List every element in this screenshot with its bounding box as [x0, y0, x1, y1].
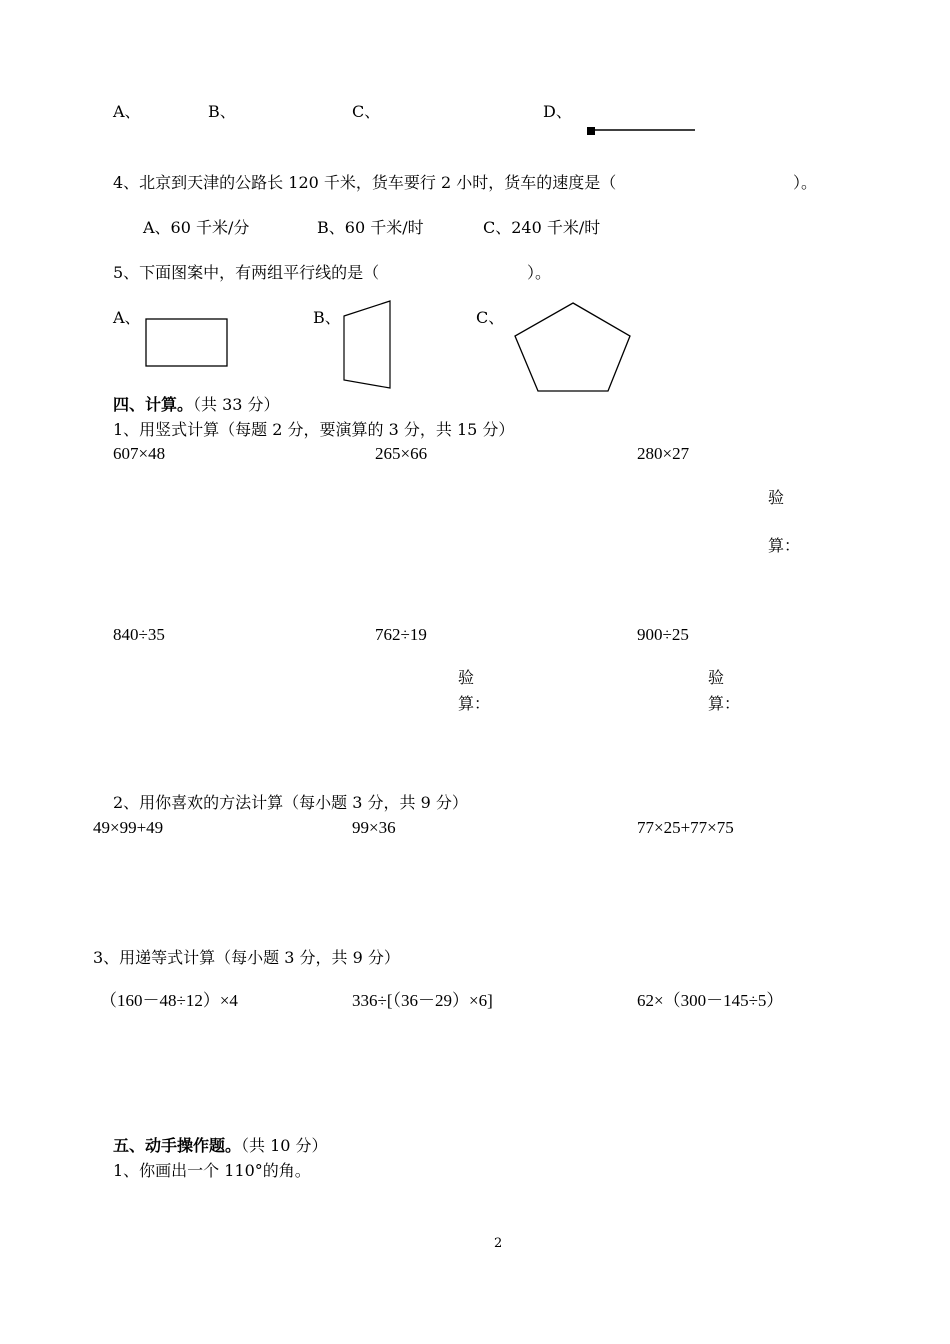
q5-stem: 5、下面图案中，有两组平行线的是（ [113, 263, 380, 282]
q3-option-b: B、 [208, 102, 236, 121]
section5-score: （共 10 分） [241, 1136, 328, 1155]
section4-part1-title: 1、用竖式计算（每题 2 分，要演算的 3 分，共 15 分） [113, 420, 515, 439]
q5-option-a: A、 [113, 308, 141, 327]
q4-option-c: C、240 千米/时 [483, 218, 601, 237]
section4-part3-title: 3、用递等式计算（每小题 3 分，共 9 分） [93, 948, 400, 967]
calc-49x99plus49: 49×99+49 [93, 818, 164, 837]
check-label-2: 验 [458, 668, 475, 687]
check-label-2b: 算： [458, 694, 491, 713]
q5-close: ）。 [527, 263, 552, 282]
check-label-3: 验 [708, 668, 725, 687]
section4-heading [113, 395, 280, 415]
trapezoid-figure [340, 300, 395, 390]
calc-840div35: 840÷35 [113, 625, 165, 644]
calc-expr-1: （160－48÷12）×4 [100, 991, 238, 1010]
section5-q1: 1、你画出一个 110°的角。 [113, 1161, 311, 1180]
section4-score: （共 33 分） [193, 395, 280, 414]
q5-option-b: B、 [313, 308, 341, 327]
calc-99x36: 99×36 [352, 818, 396, 837]
q3-option-c: C、 [352, 102, 381, 121]
pentagon-figure [512, 300, 634, 394]
calc-expr-2: 336÷[（36－29）×6] [352, 991, 493, 1010]
calc-607x48: 607×48 [113, 444, 166, 463]
q5-option-c: C、 [476, 308, 505, 327]
page-number: 2 [494, 1236, 503, 1251]
check-label-1b: 算： [768, 536, 801, 555]
calc-280x27: 280×27 [637, 444, 690, 463]
check-label-3b: 算： [708, 694, 741, 713]
ray-endpoint [587, 127, 595, 135]
calc-77x25plus77x75: 77×25+77×75 [637, 818, 734, 837]
calc-expr-3: 62×（300－145÷5） [637, 991, 784, 1010]
q4-option-a: A、60 千米/分 [143, 218, 250, 237]
check-label-1: 验 [768, 488, 785, 507]
q3-option-a: A、 [113, 102, 141, 121]
q4-close: ）。 [793, 173, 818, 192]
q4-stem: 4、北京到天津的公路长 120 千米，货车要行 2 小时，货车的速度是（ [113, 173, 617, 192]
calc-762div19: 762÷19 [375, 625, 427, 644]
q3-option-d: D、 [543, 102, 572, 121]
calc-265x66: 265×66 [375, 444, 428, 463]
calc-900div25: 900÷25 [637, 625, 689, 644]
rectangle-figure [145, 318, 229, 368]
section5-heading [113, 1136, 328, 1156]
ray-figure [585, 124, 697, 138]
q4-option-b: B、60 千米/时 [317, 218, 424, 237]
section4-title: 四、计算。 [113, 395, 194, 414]
section4-part2-title: 2、用你喜欢的方法计算（每小题 3 分，共 9 分） [113, 793, 468, 812]
section5-title: 五、动手操作题。 [113, 1136, 242, 1155]
